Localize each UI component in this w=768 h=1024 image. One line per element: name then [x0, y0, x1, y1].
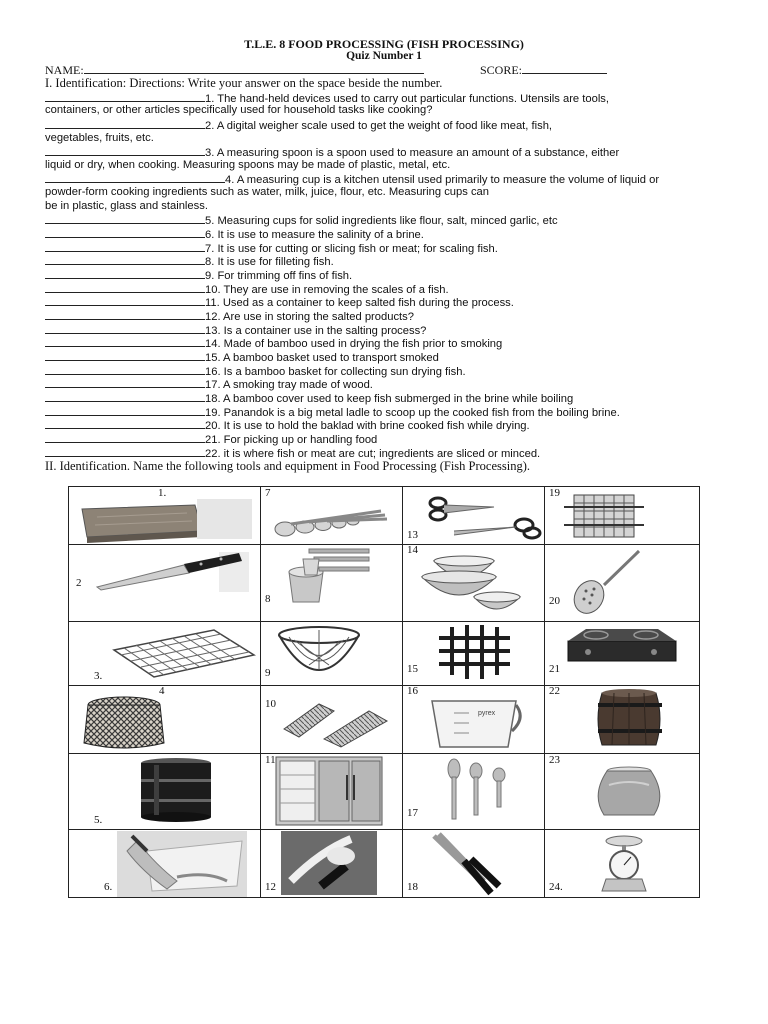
- answer-blank[interactable]: [45, 350, 205, 361]
- answer-blank[interactable]: [45, 172, 225, 183]
- scissors-image: [424, 493, 544, 543]
- question-line: [45, 432, 377, 447]
- cell-number-12: 12: [265, 881, 276, 893]
- wooden-spoons-image: [444, 757, 519, 823]
- cell-number-7: 7: [265, 487, 271, 499]
- cell-number-6: 6.: [104, 881, 113, 893]
- image-grid: [68, 486, 700, 898]
- question-text: 7. It is use for cutting or slicing fish or meat; for scaling fish.: [205, 243, 498, 255]
- question-text: 20. It is use to hold the baklad with brine cooked fish while drying.: [205, 420, 530, 432]
- cell-number-4: 4: [159, 685, 165, 697]
- question-text: 9. For trimming off fins of fish.: [205, 270, 353, 282]
- answer-blank[interactable]: [45, 213, 205, 224]
- question-text: vegetables, fruits, etc.: [45, 132, 154, 144]
- question-text: 13. Is a container use in the salting process?: [205, 325, 427, 337]
- question-text: 6. It is use to measure the salinity of a brine.: [205, 229, 424, 241]
- question-text: 3. A measuring spoon is a spoon used to measure an amount of a substance, either: [205, 147, 620, 159]
- refrigerator-image: [274, 755, 384, 827]
- question-text: be in plastic, glass and stainless.: [45, 200, 208, 212]
- grill-rack-image: [109, 625, 259, 680]
- question-line: [45, 295, 514, 310]
- question-text: 5. Measuring cups for solid ingredients like flour, salt, minced garlic, etc: [205, 215, 558, 227]
- question-line: [45, 268, 352, 283]
- wire-rack-image: [564, 489, 646, 543]
- question-text: liquid or dry, when cooking. Measuring spoons may be made of plastic, metal, etc.: [45, 159, 451, 171]
- cell-number-24: 24.: [549, 881, 563, 893]
- answer-blank[interactable]: [45, 446, 205, 457]
- answer-blank[interactable]: [45, 91, 205, 102]
- answer-blank[interactable]: [45, 295, 205, 306]
- quiz-number: Quiz Number 1: [346, 50, 422, 62]
- answer-blank[interactable]: [45, 418, 205, 429]
- answer-blank[interactable]: [45, 432, 205, 443]
- question-text: 19. Panandok is a big metal ladle to scoop up the cooked fish from the boiling brine.: [205, 407, 620, 419]
- answer-blank[interactable]: [45, 118, 205, 129]
- measuring-spoons-image: [271, 493, 396, 543]
- square-grid-rack-image: [437, 623, 527, 683]
- cell-number-23: 23: [549, 754, 560, 766]
- weighing-scale-image: [594, 833, 654, 895]
- cell-number-15: 15: [407, 663, 418, 675]
- cell-number-17: 17: [407, 807, 418, 819]
- question-text: 21. For picking up or handling food: [205, 434, 378, 446]
- question-line: [45, 213, 558, 228]
- name-label: NAME:: [45, 63, 84, 77]
- question-line: [45, 418, 530, 433]
- question-text: 4. A measuring cup is a kitchen utensil used primarily to measure the volume of liquid or: [225, 174, 660, 186]
- answer-blank[interactable]: [45, 282, 205, 293]
- question-text: 12. Are use in storing the salted products?: [205, 311, 414, 323]
- question-text: 17. A smoking tray made of wood.: [205, 379, 373, 391]
- question-line: [45, 118, 552, 133]
- wire-basket-image: [274, 625, 364, 683]
- cell-number-19: 19: [549, 487, 560, 499]
- question-text: 16. Is a bamboo basket for collecting sun drying fish.: [205, 366, 466, 378]
- question-line: [45, 104, 432, 117]
- cell-number-1: 1.: [158, 487, 167, 499]
- question-text: 15. A bamboo basket used to transport smoked: [205, 352, 439, 364]
- mixing-bowls-image: [414, 555, 529, 619]
- question-line: [45, 172, 659, 187]
- cell-number-3: 3.: [94, 670, 103, 682]
- cell-number-22: 22: [549, 685, 560, 697]
- answer-blank[interactable]: [45, 336, 205, 347]
- question-text: 11. Used as a container to keep salted fish during the process.: [205, 297, 514, 309]
- cell-number-8: 8: [265, 593, 271, 605]
- answer-blank[interactable]: [45, 405, 205, 416]
- cell-number-2: 2: [76, 577, 82, 589]
- answer-blank[interactable]: [45, 268, 205, 279]
- question-line: [45, 145, 619, 160]
- question-line: [45, 227, 424, 242]
- question-line: [45, 350, 439, 365]
- answer-blank[interactable]: [45, 241, 205, 252]
- cell-number-5: 5.: [94, 814, 103, 826]
- jug-brand-label: pyrex: [478, 710, 496, 717]
- answer-blank[interactable]: [45, 254, 205, 265]
- score-label: SCORE:: [480, 63, 523, 77]
- knife-in-hand-image: [281, 831, 377, 895]
- question-line: [45, 309, 414, 324]
- answer-blank[interactable]: [45, 145, 205, 156]
- cell-number-10: 10: [265, 698, 276, 710]
- question-line: [45, 377, 373, 392]
- question-text: 8. It is use for filleting fish.: [205, 256, 334, 268]
- question-text: 22. it is where fish or meat are cut; ingredients are sliced or minced.: [205, 448, 541, 460]
- name-blank[interactable]: [84, 63, 424, 74]
- score-line: [480, 63, 607, 78]
- question-line: [45, 200, 208, 213]
- question-line: [45, 186, 489, 199]
- answer-blank[interactable]: [45, 227, 205, 238]
- cell-number-18: 18: [407, 881, 418, 893]
- answer-blank[interactable]: [45, 377, 205, 388]
- gas-stove-image: [566, 627, 678, 667]
- kitchen-knife-image: [89, 547, 249, 592]
- question-line: [45, 254, 334, 269]
- question-line: [45, 336, 502, 351]
- cell-number-16: 16: [407, 685, 418, 697]
- score-blank[interactable]: [522, 63, 607, 74]
- question-text: 14. Made of bamboo used in drying the fish prior to smoking: [205, 338, 503, 350]
- woven-basket-cover-image: [79, 695, 169, 751]
- part1-heading: I. Identification: Directions: Write your answer on the space beside the number.: [45, 76, 443, 90]
- wooden-barrel-image: [594, 689, 666, 749]
- question-line: [45, 132, 154, 145]
- slotted-ladle-image: [564, 547, 644, 617]
- cell-number-9: 9: [265, 667, 271, 679]
- cell-number-13: 13: [407, 529, 418, 541]
- cell-number-11: 11: [265, 754, 276, 766]
- answer-blank[interactable]: [45, 323, 205, 334]
- answer-blank[interactable]: [45, 364, 205, 375]
- page-title: T.L.E. 8 FOOD PROCESSING (FISH PROCESSING): [244, 37, 524, 51]
- measuring-jug-image: [424, 693, 524, 751]
- question-text: 2. A digital weigher scale used to get the weight of food like meat, fish,: [205, 120, 553, 132]
- metal-pot-image: [589, 765, 669, 821]
- part2-heading: II. Identification. Name the following tools and equipment in Food Processing (Fish Processing).: [45, 459, 530, 473]
- question-line: [45, 391, 573, 406]
- question-text: containers, or other articles specifically used for household tasks like cooking?: [45, 104, 433, 116]
- steel-drum-image: [134, 757, 219, 822]
- bamboo-mats-image: [279, 699, 389, 749]
- answer-blank[interactable]: [45, 309, 205, 320]
- cell-number-14: 14: [407, 544, 418, 556]
- answer-blank[interactable]: [45, 391, 205, 402]
- question-text: powder-form cooking ingredients such as water, milk, juice, flour, etc. Measuring cups can: [45, 186, 489, 198]
- cell-number-21: 21: [549, 663, 560, 675]
- tongs-image: [429, 831, 504, 897]
- question-text: 18. A bamboo cover used to keep fish submerged in the brine while boiling: [205, 393, 574, 405]
- cell-number-20: 20: [549, 595, 560, 607]
- question-line: [45, 159, 450, 172]
- question-text: 10. They are use in removing the scales of a fish.: [205, 284, 449, 296]
- question-text: 1. The hand-held devices used to carry out particular functions. Utensils are tools,: [205, 93, 610, 105]
- filleting-hands-image: [117, 831, 247, 897]
- measuring-cups-image: [279, 547, 379, 609]
- cutting-board-image: [77, 491, 257, 543]
